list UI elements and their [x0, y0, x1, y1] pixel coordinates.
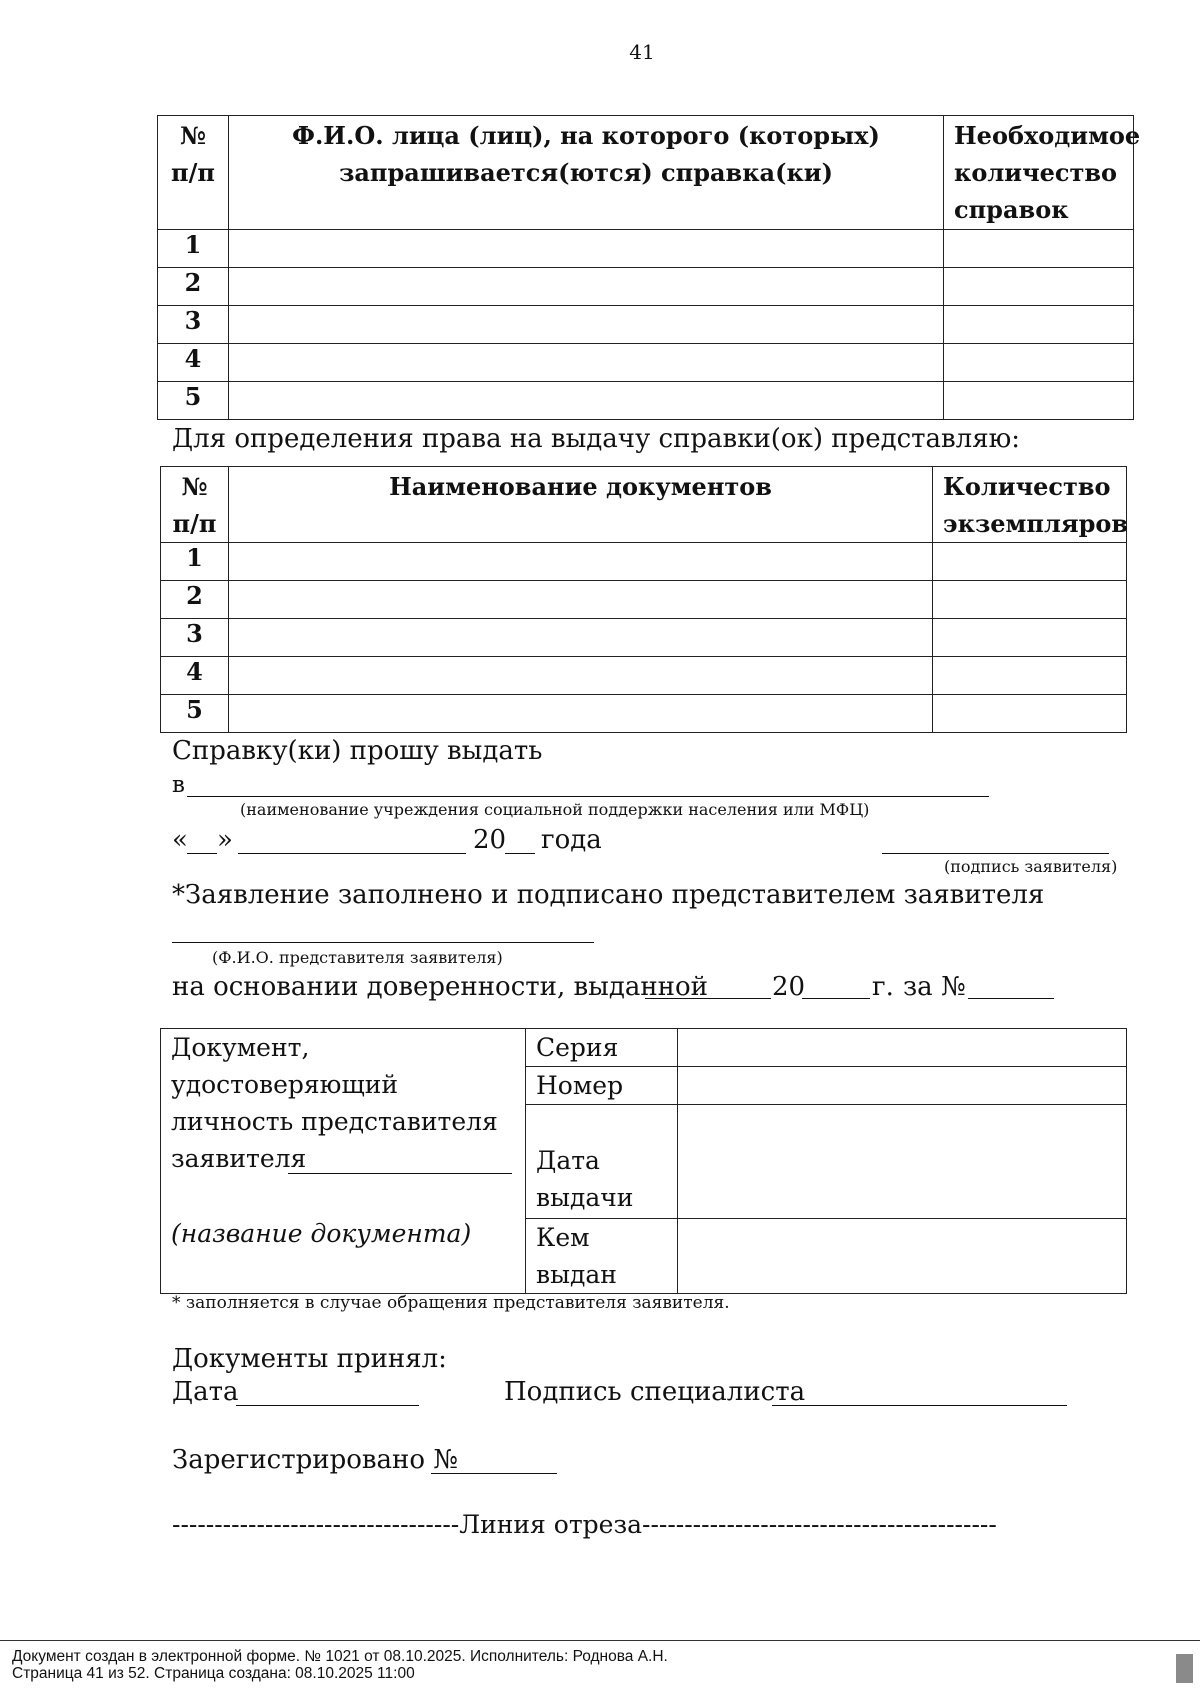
person-name-cell[interactable] [229, 344, 944, 382]
document-count-cell[interactable] [933, 695, 1127, 733]
year-line[interactable] [505, 853, 535, 854]
person-count-cell[interactable] [944, 306, 1134, 344]
documents-table-header [161, 467, 1127, 543]
table-row: 2 [158, 268, 1134, 306]
person-name-cell[interactable] [229, 230, 944, 268]
footnote: * заполняется в случае обращения представителя заявителя. [172, 1293, 730, 1313]
number-label: Номер [526, 1067, 678, 1105]
documents-count-header: Количество экземпляров [933, 467, 1127, 543]
table-row: 4 [161, 657, 1127, 695]
table-row: 3 [161, 619, 1127, 657]
id-document-table [160, 1028, 1127, 1294]
table-row: 2 [161, 581, 1127, 619]
series-value[interactable] [678, 1029, 1127, 1067]
registered-number-line[interactable] [431, 1473, 557, 1474]
documents-num-header: № п/п [161, 467, 229, 543]
persons-table [157, 115, 1141, 420]
person-count-cell[interactable] [944, 382, 1134, 420]
specialist-signature-label: Подпись специалиста [504, 1377, 806, 1407]
document-count-cell[interactable] [933, 657, 1127, 695]
footer-text: Документ создан в электронной форме. № 1021 от 08.10.2025. Исполнитель: Роднова А.Н. Страница 41 из 52. Страница создана: 08.10.2025 11:00 [12, 1648, 668, 1682]
document-count-cell[interactable] [933, 581, 1127, 619]
table-row: 1 [161, 543, 1127, 581]
acceptance-date-line[interactable] [236, 1405, 419, 1406]
persons-num-header: № п/п [158, 116, 229, 230]
documents-name-header: Наименование документов [229, 467, 933, 543]
year-prefix: 20 [473, 825, 507, 855]
month-line[interactable] [238, 853, 466, 854]
proxy-number-prefix: за № [903, 972, 966, 1002]
acceptance-date-label: Дата [172, 1377, 239, 1407]
id-document-label-cell: Документ, удостоверяющий личность представителя заявителя (название документа) [161, 1029, 526, 1294]
registered-label: Зарегистрировано № [172, 1445, 458, 1475]
specialist-signature-line[interactable] [772, 1405, 1067, 1406]
signature-line[interactable] [882, 853, 1109, 854]
document-name-cell[interactable] [229, 543, 933, 581]
table-row: 5 [161, 695, 1127, 733]
acceptance-title: Документы принял: [172, 1344, 447, 1374]
proxy-year-suffix: г. [872, 972, 894, 1002]
emblem-icon [1176, 1654, 1193, 1683]
page-number: 41 [629, 40, 655, 64]
series-label: Серия [526, 1029, 678, 1067]
persons-count-header: Необходимое количество справок [944, 116, 1134, 230]
footer-divider [0, 1640, 1200, 1641]
table-row: 5 [158, 382, 1134, 420]
year-suffix: года [541, 825, 602, 855]
representative-name-hint: (Ф.И.О. представителя заявителя) [212, 948, 503, 967]
representative-statement: *Заявление заполнено и подписано представителем заявителя [172, 880, 1045, 910]
table-row: 1 [158, 230, 1134, 268]
persons-name-header: Ф.И.О. лица (лиц), на которого (которых) запрашивается(ются) справка(ки) [229, 116, 944, 230]
document-name-cell[interactable] [229, 619, 933, 657]
person-count-cell[interactable] [944, 230, 1134, 268]
issue-date-value[interactable] [678, 1105, 1127, 1219]
person-name-cell[interactable] [229, 382, 944, 420]
table-row: 4 [158, 344, 1134, 382]
person-name-cell[interactable] [229, 268, 944, 306]
proxy-date-line[interactable] [645, 998, 771, 999]
issued-by-label: Кем выдан [526, 1219, 678, 1294]
document-name-cell[interactable] [229, 695, 933, 733]
table-row: 3 [158, 306, 1134, 344]
cut-line: ----------------------------------Линия отреза------------------------------------------ [172, 1510, 997, 1539]
proxy-number-line[interactable] [968, 998, 1054, 999]
issued-by-value[interactable] [678, 1219, 1127, 1294]
day-line[interactable] [187, 853, 217, 854]
representative-name-line[interactable] [172, 942, 594, 943]
person-name-cell[interactable] [229, 306, 944, 344]
institution-hint: (наименование учреждения социальной поддержки населения или МФЦ) [240, 800, 870, 819]
date-quote-open: « [172, 825, 188, 855]
document-count-cell[interactable] [933, 543, 1127, 581]
proxy-year-line[interactable] [802, 998, 870, 999]
date-quote-close: » [217, 825, 233, 855]
signature-hint: (подпись заявителя) [944, 857, 1118, 876]
issue-request: Справку(ки) прошу выдать [172, 736, 543, 766]
document-name-cell[interactable] [229, 581, 933, 619]
institution-line[interactable] [187, 796, 989, 797]
person-count-cell[interactable] [944, 268, 1134, 306]
id-document-name-hint: (название документа) [171, 1219, 472, 1248]
id-document-name-line[interactable] [288, 1173, 512, 1174]
document-count-cell[interactable] [933, 619, 1127, 657]
document-name-cell[interactable] [229, 657, 933, 695]
proxy-year-prefix: 20 [772, 972, 806, 1002]
number-value[interactable] [678, 1067, 1127, 1105]
issue-date-label: Дата выдачи [526, 1105, 678, 1219]
proxy-basis: на основании доверенности, выданной [172, 972, 708, 1002]
documents-table [160, 466, 1127, 733]
persons-table-header [158, 116, 1134, 230]
documents-intro: Для определения права на выдачу справки(ок) представляю: [172, 424, 1020, 454]
issue-in-prefix: в [172, 772, 185, 798]
person-count-cell[interactable] [944, 344, 1134, 382]
